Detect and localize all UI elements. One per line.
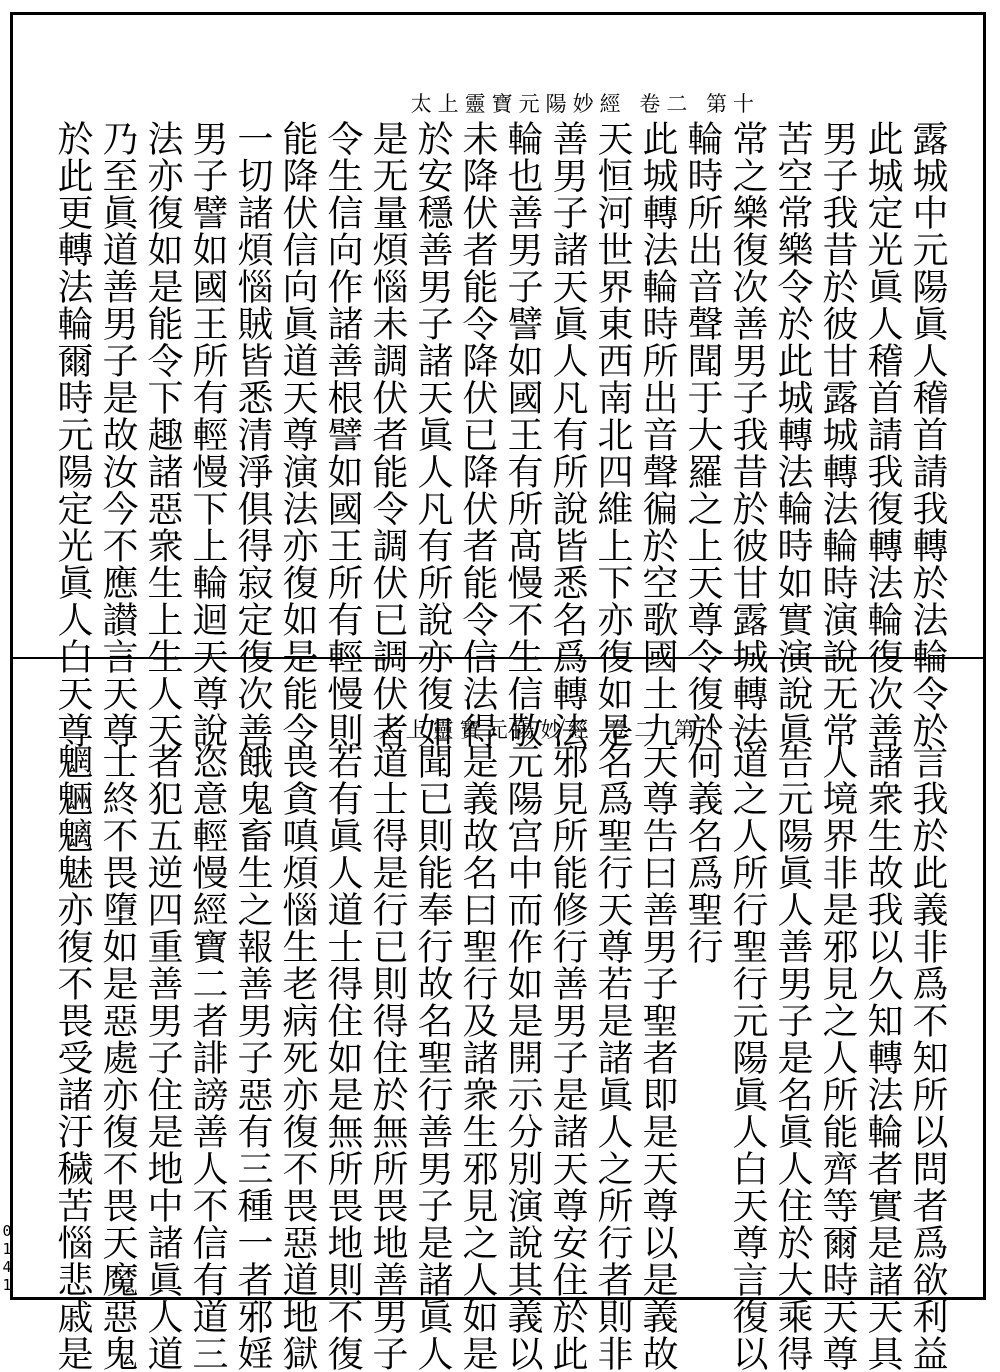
text-column: 元陽宫中而作如是開示分別演說其義以 [502,743,543,1372]
text-column: 天恒河世界東西南北四維上下亦復如是 [592,120,633,749]
text-column: 露城中元陽眞人稽首請我轉於法輪令於 [907,120,948,749]
text-column: 此城定光眞人稽首請我復轉法輪復次善 [862,120,903,749]
text-column: 一切諸煩惱賊皆悉清淨俱得寂定復次善 [232,120,273,749]
text-column: 輪也善男子譬如國王有所髙慢不生信敬 [502,120,543,749]
text-column: 男子譬如國王所有輕慢下上輪迴天尊說 [187,120,228,749]
bottom-page-text [28,743,950,1372]
text-column: 聞已則能奉行故名聖行善男子是諸眞人 [412,743,453,1372]
text-column: 者犯五逆四重善男子住是地中諸眞人道 [142,743,183,1372]
text-column: 苦空常樂令於此城轉法輪時如實演說眞 [772,120,813,749]
text-column: 令生信向作諸善根譬如國王所有輕慢則 [322,120,363,749]
page-number: 0 1 4 1 [2,1222,12,1294]
text-column: 若有眞人道士得住如是無所畏地則不復 [322,743,363,1372]
text-column: 餓鬼畜生之報善男子惡有三種一者邪婬 [232,743,273,1372]
text-column: 人境界非是邪見之人所能齊等爾時天尊 [817,743,858,1372]
text-column: 諸衆生故我以久知轉法輪者實是諸天具 [862,743,903,1372]
text-column: 輪時所出音聲聞于大羅之上天尊令復於 [682,120,723,749]
text-column: 告元陽眞人善男子是名眞人住於大乘得 [772,743,813,1372]
text-column: 於此更轉法輪爾時元陽定光眞人白天尊 [52,120,93,749]
text-column: 男子我昔於彼甘露城轉法輪時演說无常 [817,120,858,749]
text-column: 未降伏者能令降伏已降伏者能令信法得 [457,120,498,749]
text-column: 恣意輕慢經寶二者誹謗善人不信有道三 [187,743,228,1372]
text-column: 天尊告曰善男子聖者即是天尊以是義故 [637,743,678,1372]
text-column: 善男子諸天眞人凡有所說皆悉名爲轉法 [547,120,588,749]
text-column: 畏貪嗔煩惱生老病死亦復不畏惡道地獄 [277,743,318,1372]
top-page-header: 太上靈寶元陽妙經 卷二 第十 [410,92,760,116]
text-column: 士終不畏墮如是惡處亦復不畏天魔惡鬼 [97,743,138,1372]
text-column: 是義故名曰聖行及諸衆生邪見之人如是 [457,743,498,1372]
bottom-page-header: 太上靈寶元陽妙經 卷二 第十一 [378,718,755,742]
page-divider [13,657,983,659]
text-column: 常之樂復次善男子我昔於彼甘露城轉法 [727,120,768,749]
text-column: 何義名爲聖行 [682,743,723,965]
text-column: 法亦復如是能令下趣諸惡衆生上生人天 [142,120,183,749]
text-column: 於安穩善男子諸天眞人凡有所說亦復如 [412,120,453,749]
text-column: 能降伏信向眞道天尊演法亦復如是能令 [277,120,318,749]
text-column: 邪見所能修行善男子是諸天尊安住於此 [547,743,588,1372]
text-column: 道士得是行已則得住於無所畏地善男子 [367,743,408,1372]
text-column: 乃至眞道善男子是故汝今不應讃言天尊 [97,120,138,749]
text-column: 名爲聖行天尊若是諸眞人之所行者則非 [592,743,633,1372]
text-column: 魍魎魑魅亦復不畏受諸汙穢苦惱悲戚是 [52,743,93,1372]
bottom-page [28,668,980,1372]
text-column: 是无量煩惱未調伏者能令調伏已調伏者 [367,120,408,749]
text-column: 此城轉法輪時所出音聲徧於空歌國土九 [637,120,678,749]
text-column: 言我於此義非爲不知所以問者爲欲利益 [907,743,948,1372]
text-column: 道之人所行聖行元陽眞人白天尊言復以 [727,743,768,1372]
